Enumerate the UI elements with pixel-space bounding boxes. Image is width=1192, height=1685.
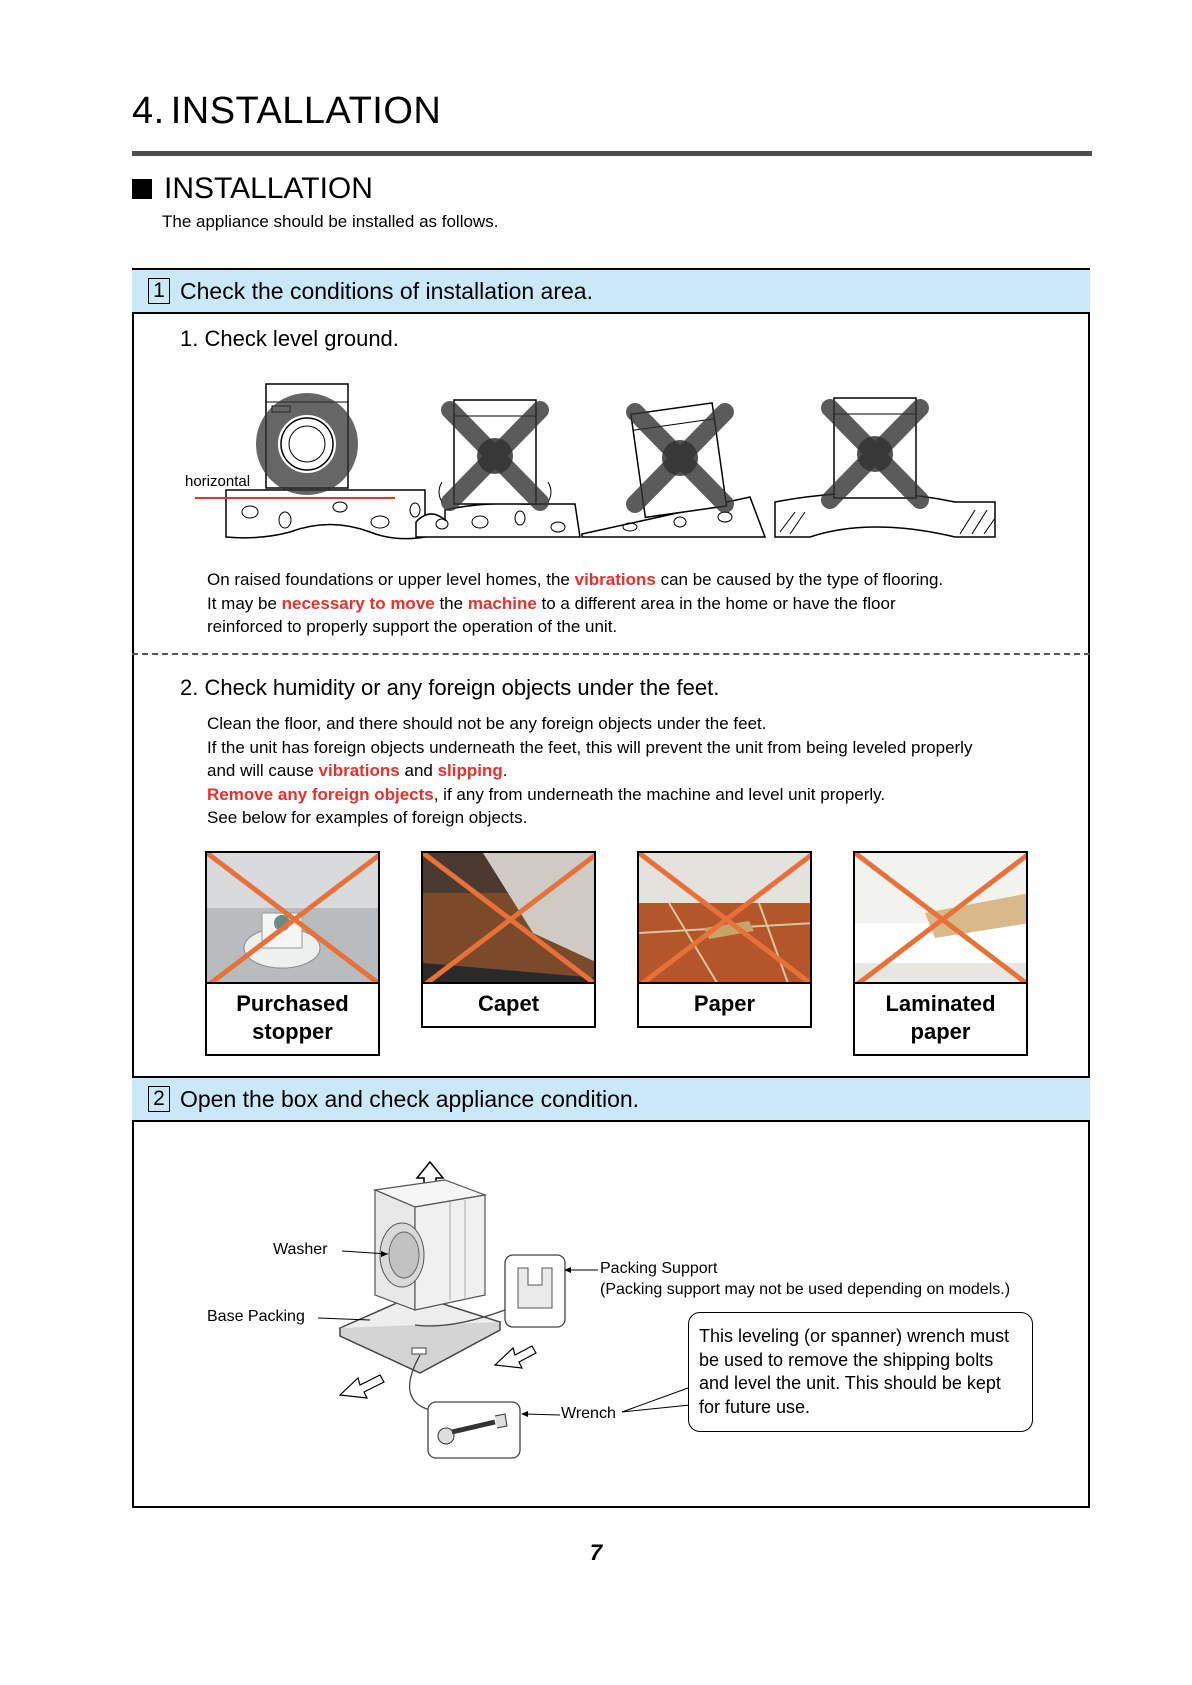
body-text: can be caused by the type of flooring. (655, 570, 944, 589)
section-title: INSTALLATION (164, 172, 373, 205)
body-text: the (434, 593, 468, 613)
label-wrench: Wrench (561, 1405, 616, 1422)
body-text: Clean the floor, and there should not be any foreign objects under the feet. (207, 714, 767, 733)
emphasis-text: slipping (437, 761, 503, 780)
section-description: The appliance should be installed as follows. (162, 212, 499, 231)
step2-number-badge: 2 (148, 1086, 170, 1112)
photo-laminated-paper (853, 851, 1028, 984)
body-text: It may be (207, 593, 282, 613)
washer-sagging-floor (775, 398, 995, 537)
emphasis-text: machine (467, 593, 537, 613)
step1-header (132, 268, 1090, 314)
photo-purchased-stopper (205, 851, 380, 984)
wrench-note: This leveling (or spanner) wrench must be used to remove the shipping bolts and level the unit. This should be kept for future use. (688, 1312, 1033, 1432)
section-heading (132, 172, 373, 206)
washer-uneven-floor (416, 400, 580, 537)
page-number: 7 (589, 1540, 603, 1565)
level-ground-illustration (180, 372, 1000, 547)
title-rule (132, 151, 1092, 156)
level-ground-paragraph (207, 568, 1067, 639)
step1-title: Check the conditions of installation area. (180, 277, 593, 304)
photo-carpet (421, 851, 596, 984)
caption-paper: Paper (637, 984, 812, 1028)
step2-title: Open the box and check appliance condition. (180, 1085, 640, 1112)
body-text: On raised foundations or upper level homes, the (207, 570, 575, 589)
square-bullet-icon (132, 179, 152, 199)
label-packing-support: Packing Support (600, 1260, 718, 1277)
level-ground-heading: 1. Check level ground. (180, 326, 399, 351)
washer-sloped-floor (582, 403, 765, 537)
foreign-objects-paragraph (207, 712, 1087, 830)
foreign-objects-heading: 2. Check humidity or any foreign objects under the feet. (180, 675, 720, 700)
body-text: to a different area in the home or have the floor (536, 593, 896, 613)
body-text: . (502, 761, 508, 780)
dashed-divider (132, 653, 1090, 655)
body-text: and will cause (207, 761, 319, 780)
label-base-packing: Base Packing (207, 1308, 305, 1325)
body-text: and (399, 761, 438, 780)
body-text: reinforced to properly support the operation of the unit. (207, 617, 618, 636)
step1-number-badge: 1 (148, 278, 170, 304)
body-text: , if any from underneath the machine and level unit properly. (433, 784, 886, 804)
caption-purchased-stopper: Purchased stopper (205, 984, 380, 1056)
label-washer: Washer (273, 1241, 328, 1258)
step2-header (132, 1076, 1090, 1122)
emphasis-text: vibrations (318, 761, 400, 780)
caption-carpet: Capet (421, 984, 596, 1028)
emphasis-text: Remove any foreign objects (207, 784, 434, 804)
chapter-title (132, 90, 441, 133)
body-text: If the unit has foreign objects underneath the feet, this will prevent the unit from being leveled properly (207, 737, 973, 757)
emphasis-text: vibrations (574, 570, 656, 589)
body-text: See below for examples of foreign objects. (207, 808, 528, 827)
label-packing-support-note: (Packing support may not be used depending on models.) (600, 1281, 1011, 1298)
chapter-number: 4. (132, 90, 165, 132)
caption-laminated-paper: Laminated paper (853, 984, 1028, 1056)
washer-level-correct (195, 384, 425, 539)
photo-paper (637, 851, 812, 984)
chapter-title-text: INSTALLATION (170, 90, 442, 132)
emphasis-text: necessary to move (281, 593, 435, 613)
horizontal-label: horizontal (185, 473, 251, 490)
